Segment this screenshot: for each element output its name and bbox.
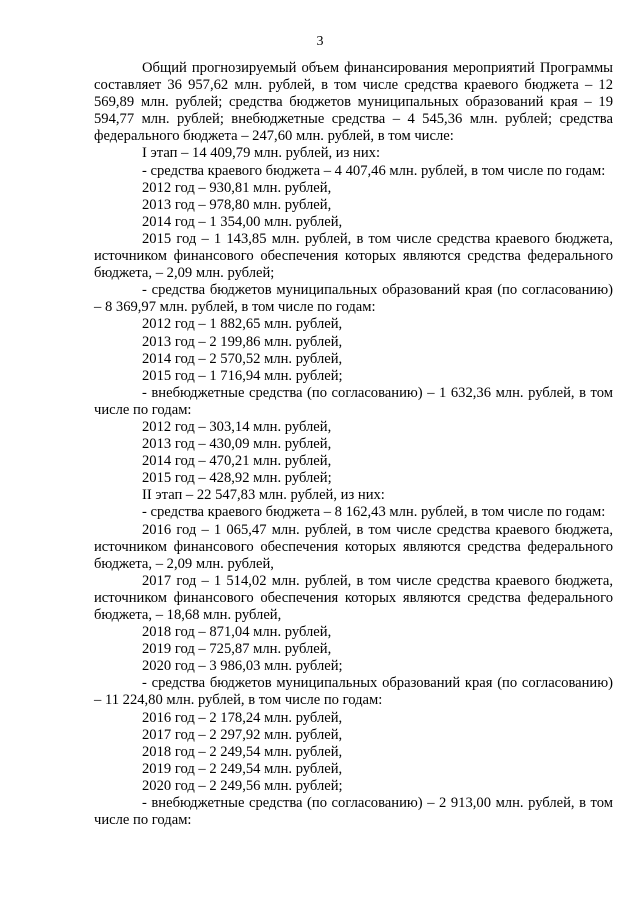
paragraph-line: 2018 год – 2 249,54 млн. рублей, [142, 743, 343, 760]
paragraph-line: 2013 год – 978,80 млн. рублей, [142, 196, 332, 213]
paragraph-line: 2015 год – 1 716,94 млн. рублей; [142, 367, 343, 384]
paragraph-line: 2016 год – 1 065,47 млн. рублей, в том числе средства краевого бюджета, источником финансового обеспечения которых являются средства федерального бюджета, – 2,09 млн. рублей, [94, 521, 613, 572]
paragraph-stage-1: I этап – 14 409,79 млн. рублей, из них: [142, 145, 380, 162]
paragraph-line: 2019 год – 2 249,54 млн. рублей, [142, 760, 343, 777]
paragraph-stage-1-municipal: - средства бюджетов муниципальных образований края (по согласованию) – 8 369,97 млн. рублей, в том числе по годам: [94, 282, 613, 316]
page-number: 3 [316, 34, 324, 49]
paragraph-line: 2014 год – 1 354,00 млн. рублей, [142, 213, 343, 230]
paragraph-stage-2-regional: - средства краевого бюджета – 8 162,43 млн. рублей, в том числе по годам: [142, 504, 606, 521]
paragraph-line: 2013 год – 2 199,86 млн. рублей, [142, 333, 343, 350]
paragraph-line: 2018 год – 871,04 млн. рублей, [142, 624, 332, 641]
paragraph-line: 2016 год – 2 178,24 млн. рублей, [142, 709, 343, 726]
paragraph-stage-2-municipal: - средства бюджетов муниципальных образований края (по согласованию) – 11 224,80 млн. рублей, в том числе по годам: [94, 675, 613, 709]
paragraph-total-funding: Общий прогнозируемый объем финансирования мероприятий Программы составляет 36 957,62 млн. рублей, в том числе средства краевого бюджета – 12 569,89 млн. рублей; средства бюджетов муниципальных образований края – 19 594,77 млн. рублей; внебюджетные средства – 4 545,36 млн. рублей; средства федерального бюджета – 247,60 млн. рублей, в том числе: [94, 60, 613, 145]
paragraph-line: 2015 год – 428,92 млн. рублей; [142, 470, 332, 487]
paragraph-stage-1-extrabudgetary: - внебюджетные средства (по согласованию) – 1 632,36 млн. рублей, в том числе по годам: [94, 384, 613, 418]
paragraph-line: 2020 год – 3 986,03 млн. рублей; [142, 658, 343, 675]
paragraph-stage-1-regional: - средства краевого бюджета – 4 407,46 млн. рублей, в том числе по годам: [142, 162, 606, 179]
paragraph-line: 2015 год – 1 143,85 млн. рублей, в том числе средства краевого бюджета, источником финансового обеспечения которых являются средства федерального бюджета, – 2,09 млн. рублей; [94, 230, 613, 282]
paragraph-line: 2014 год – 2 570,52 млн. рублей, [142, 350, 343, 367]
paragraph-stage-2: II этап – 22 547,83 млн. рублей, из них: [142, 487, 385, 504]
document-body [94, 60, 613, 829]
paragraph-line: 2012 год – 303,14 млн. рублей, [142, 418, 332, 435]
paragraph-line: 2017 год – 2 297,92 млн. рублей, [142, 726, 343, 743]
paragraph-line: 2012 год – 1 882,65 млн. рублей, [142, 316, 343, 333]
paragraph-line: 2019 год – 725,87 млн. рублей, [142, 641, 332, 658]
paragraph-line: 2012 год – 930,81 млн. рублей, [142, 179, 332, 196]
paragraph-line: 2014 год – 470,21 млн. рублей, [142, 453, 332, 470]
paragraph-stage-2-extrabudgetary: - внебюджетные средства (по согласованию) – 2 913,00 млн. рублей, в том числе по годам: [94, 795, 613, 829]
paragraph-line: 2020 год – 2 249,56 млн. рублей; [142, 777, 343, 794]
paragraph-line: 2013 год – 430,09 млн. рублей, [142, 436, 332, 453]
paragraph-line: 2017 год – 1 514,02 млн. рублей, в том числе средства краевого бюджета, источником финансового обеспечения которых являются средства федерального бюджета, – 18,68 млн. рублей, [94, 572, 613, 623]
